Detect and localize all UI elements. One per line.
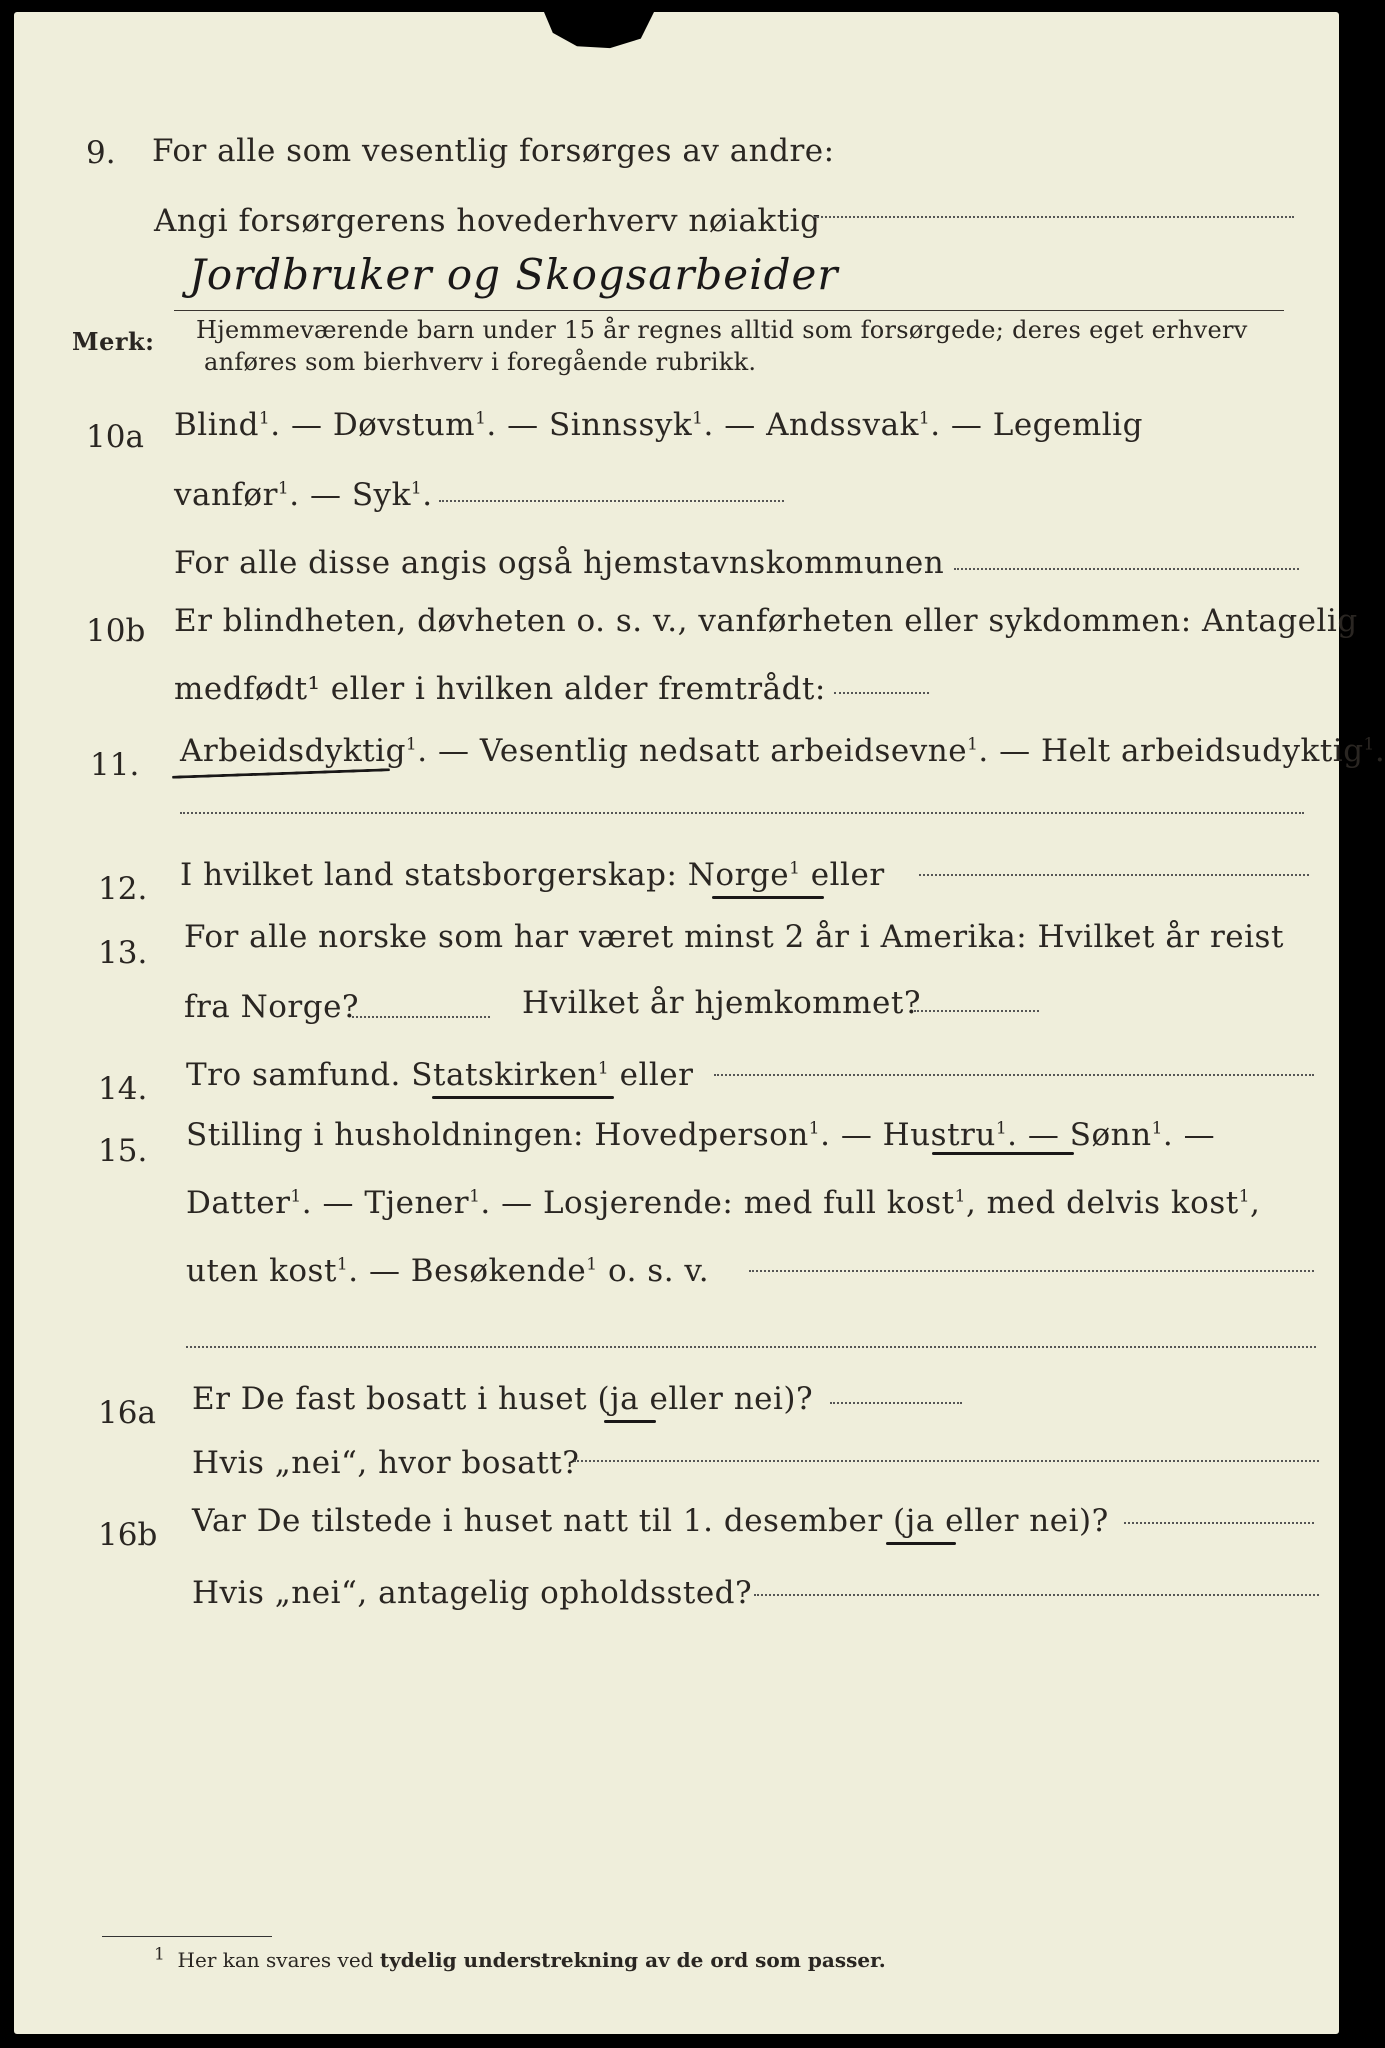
q12-text: I hvilket land statsborgerskap: Norge$^1$ eller (180, 857, 885, 893)
q10b-text-1: Er blindheten, døvheten o. s. v., vanførheten eller sykdommen: Antagelig (174, 603, 1358, 639)
q9-text-1: For alle som vesentlig forsørges av andre: (152, 133, 835, 169)
q14-text: Tro samfund. Statskirken$^1$ eller (186, 1057, 694, 1093)
answer-line (830, 1402, 962, 1404)
ink-underline-ja (886, 1542, 956, 1545)
q9-text-2: Angi forsørgerens hovederhverv nøiaktig (154, 203, 821, 239)
q10a-text-2: vanfør$^1$. — Syk$^1$. (174, 477, 433, 513)
question-number-16b: 16b (98, 1517, 158, 1553)
question-number-16a: 16a (98, 1395, 156, 1431)
question-number-10a: 10a (86, 419, 144, 455)
answer-line (352, 1016, 490, 1018)
merk-text-2: anføres som bierhverv i foregående rubrikk. (204, 348, 757, 376)
question-number-12: 12. (98, 871, 148, 907)
q15-text-2: Datter$^1$. — Tjener$^1$. — Losjerende: med full kost$^1$, med delvis kost$^1$, (186, 1185, 1261, 1221)
footnote-rule (102, 1936, 272, 1937)
answer-line (754, 1594, 1319, 1596)
q16b-text-1: Var De tilstede i huset natt til 1. desember (ja eller nei)? (192, 1503, 1109, 1539)
answer-line (814, 216, 1294, 218)
ink-underline-statskirken (432, 1096, 614, 1099)
answer-line (180, 812, 1304, 814)
merk-label: Merk: (72, 327, 155, 356)
answer-line (914, 1010, 1039, 1012)
q16a-text-1: Er De fast bosatt i huset (ja eller nei)? (192, 1381, 814, 1417)
ink-underline-arbeidsdyktig (172, 768, 390, 779)
handwritten-answer-occupation: Jordbruker og Skogsarbeider (189, 250, 839, 299)
answer-line (174, 310, 1284, 311)
answer-line (834, 692, 929, 694)
q16b-text-2: Hvis „nei“, antagelig opholdssted? (192, 1575, 753, 1611)
q10b-text-2: medfødt¹ eller i hvilken alder fremtrådt: (174, 671, 826, 707)
answer-line (919, 874, 1309, 876)
q10a-text-1: Blind$^1$. — Døvstum$^1$. — Sinnssyk$^1$. — Andssvak$^1$. — Legemlig (174, 407, 1143, 443)
question-number-14: 14. (98, 1071, 148, 1107)
answer-line (439, 500, 784, 502)
torn-edge (544, 12, 654, 50)
ink-underline-norge (712, 896, 824, 899)
q13-text-2-b: Hvilket år hjemkommet? (522, 985, 921, 1021)
q13-text-1: For alle norske som har været minst 2 år i Amerika: Hvilket år reist (184, 919, 1284, 955)
question-number-15: 15. (98, 1133, 148, 1169)
census-form-page (14, 12, 1385, 2034)
answer-line (186, 1346, 1316, 1348)
footnote: $^1$ Her kan svares ved tydelig understrekning av de ord som passer. (154, 1944, 886, 1972)
q10a-text-3: For alle disse angis også hjemstavnskommunen (174, 545, 945, 581)
q15-text-1: Stilling i husholdningen: Hovedperson$^1$. — Hustru$^1$. — Sønn$^1$. — (186, 1117, 1216, 1153)
question-number-13: 13. (98, 935, 148, 971)
answer-line (1124, 1522, 1314, 1524)
answer-line (954, 568, 1299, 570)
q11-text: Arbeidsdyktig$^1$. — Vesentlig nedsatt arbeidsevne$^1$. — Helt arbeidsudyktig$^1$. (180, 733, 1385, 769)
merk-text-1: Hjemmeværende barn under 15 år regnes alltid som forsørgede; deres eget erhverv (196, 316, 1248, 344)
ink-underline-hustru (932, 1152, 1074, 1155)
question-number-11: 11. (90, 747, 140, 783)
question-number-10b: 10b (86, 613, 146, 649)
q15-text-3: uten kost$^1$. — Besøkende$^1$ o. s. v. (186, 1253, 710, 1289)
q16a-text-2: Hvis „nei“, hvor bosatt? (192, 1445, 580, 1481)
answer-line (574, 1460, 1319, 1462)
q13-text-2-a: fra Norge? (184, 989, 360, 1025)
question-number-9: 9. (86, 135, 116, 171)
ink-underline-ja (604, 1420, 656, 1423)
answer-line (749, 1270, 1314, 1272)
answer-line (714, 1074, 1314, 1076)
